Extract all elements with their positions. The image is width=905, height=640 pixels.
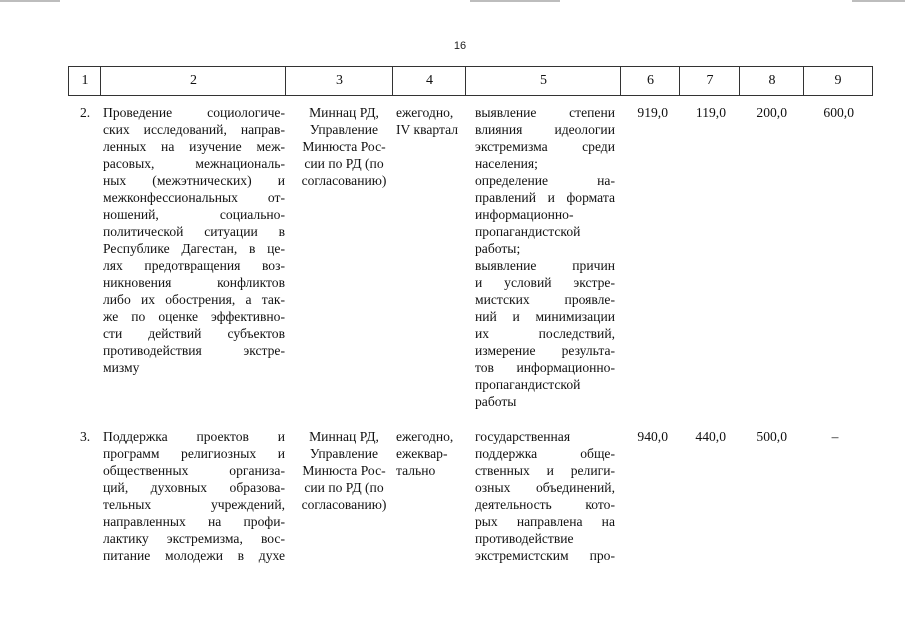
page-number: 16 bbox=[453, 40, 467, 52]
header-col-7: 7 bbox=[679, 66, 740, 96]
header-col-1: 1 bbox=[68, 66, 101, 96]
header-col-2: 2 bbox=[100, 66, 286, 96]
row-2-year2: 200,0 bbox=[756, 105, 787, 120]
row-3-year1: 440,0 bbox=[695, 429, 726, 444]
table-header-row bbox=[68, 66, 872, 96]
header-col-6: 6 bbox=[620, 66, 680, 96]
row-2-result: выявление степени влияния идеологии экстремизма среди населения; определение на- правлений и формата информационно- пропагандистской работы; выявление причин и условий экстре- мистских проявле- ний и минимизации их последствий, измерение результа- тов информационно- пропагандистской работы bbox=[475, 105, 615, 409]
scan-artifact-left bbox=[0, 0, 60, 2]
row-2-number: 2. bbox=[80, 105, 91, 120]
row-3-activity: Поддержка проектов и программ религиозных и общественных организа- ций, духовных образова- тельных учреждений, направленных на профи- лактику экстремизма, вос- питание молодежи в духе bbox=[103, 429, 285, 563]
row-3-result: государственная поддержка обще- ственных и религи- озных объединений, деятельность кото- рых направлена на противодействие экстремистским про- bbox=[475, 429, 615, 563]
header-col-5: 5 bbox=[465, 66, 621, 96]
row-2-total: 919,0 bbox=[637, 105, 668, 120]
row-2-year3: 600,0 bbox=[823, 105, 854, 120]
row-3-executor: Миннац РД, Управление Минюста Рос- сии по РД (по согласованию) bbox=[301, 429, 387, 512]
scan-artifact-right bbox=[852, 0, 905, 2]
row-2-activity: Проведение социологиче- ских исследований, направ- ленных на изучение меж- расовых, межнациональ- ных (межэтнических) и межконфессиональных от- ношений, социально- политической ситуации в Республике Дагестан, в це- лях предотвращения воз- никновения конфликтов либо их обострения, а так- же по оценке эффективно- сти действий субъектов противодействия экстре- мизму bbox=[103, 105, 285, 375]
row-2-executor: Миннац РД, Управление Минюста Рос- сии по РД (по согласованию) bbox=[301, 105, 387, 188]
header-col-9: 9 bbox=[803, 66, 873, 96]
row-3-term: ежегодно, ежеквар- тально bbox=[396, 429, 454, 478]
row-2-term: ежегодно, IV квартал bbox=[396, 105, 459, 137]
row-3-number: 3. bbox=[80, 429, 91, 444]
row-2-year1: 119,0 bbox=[695, 105, 726, 120]
header-col-8: 8 bbox=[739, 66, 804, 96]
row-3-year3: – bbox=[831, 429, 839, 444]
row-3-total: 940,0 bbox=[637, 429, 668, 444]
header-col-3: 3 bbox=[285, 66, 393, 96]
header-col-4: 4 bbox=[392, 66, 466, 96]
row-3-year2: 500,0 bbox=[756, 429, 787, 444]
scan-artifact-mid bbox=[470, 0, 560, 2]
